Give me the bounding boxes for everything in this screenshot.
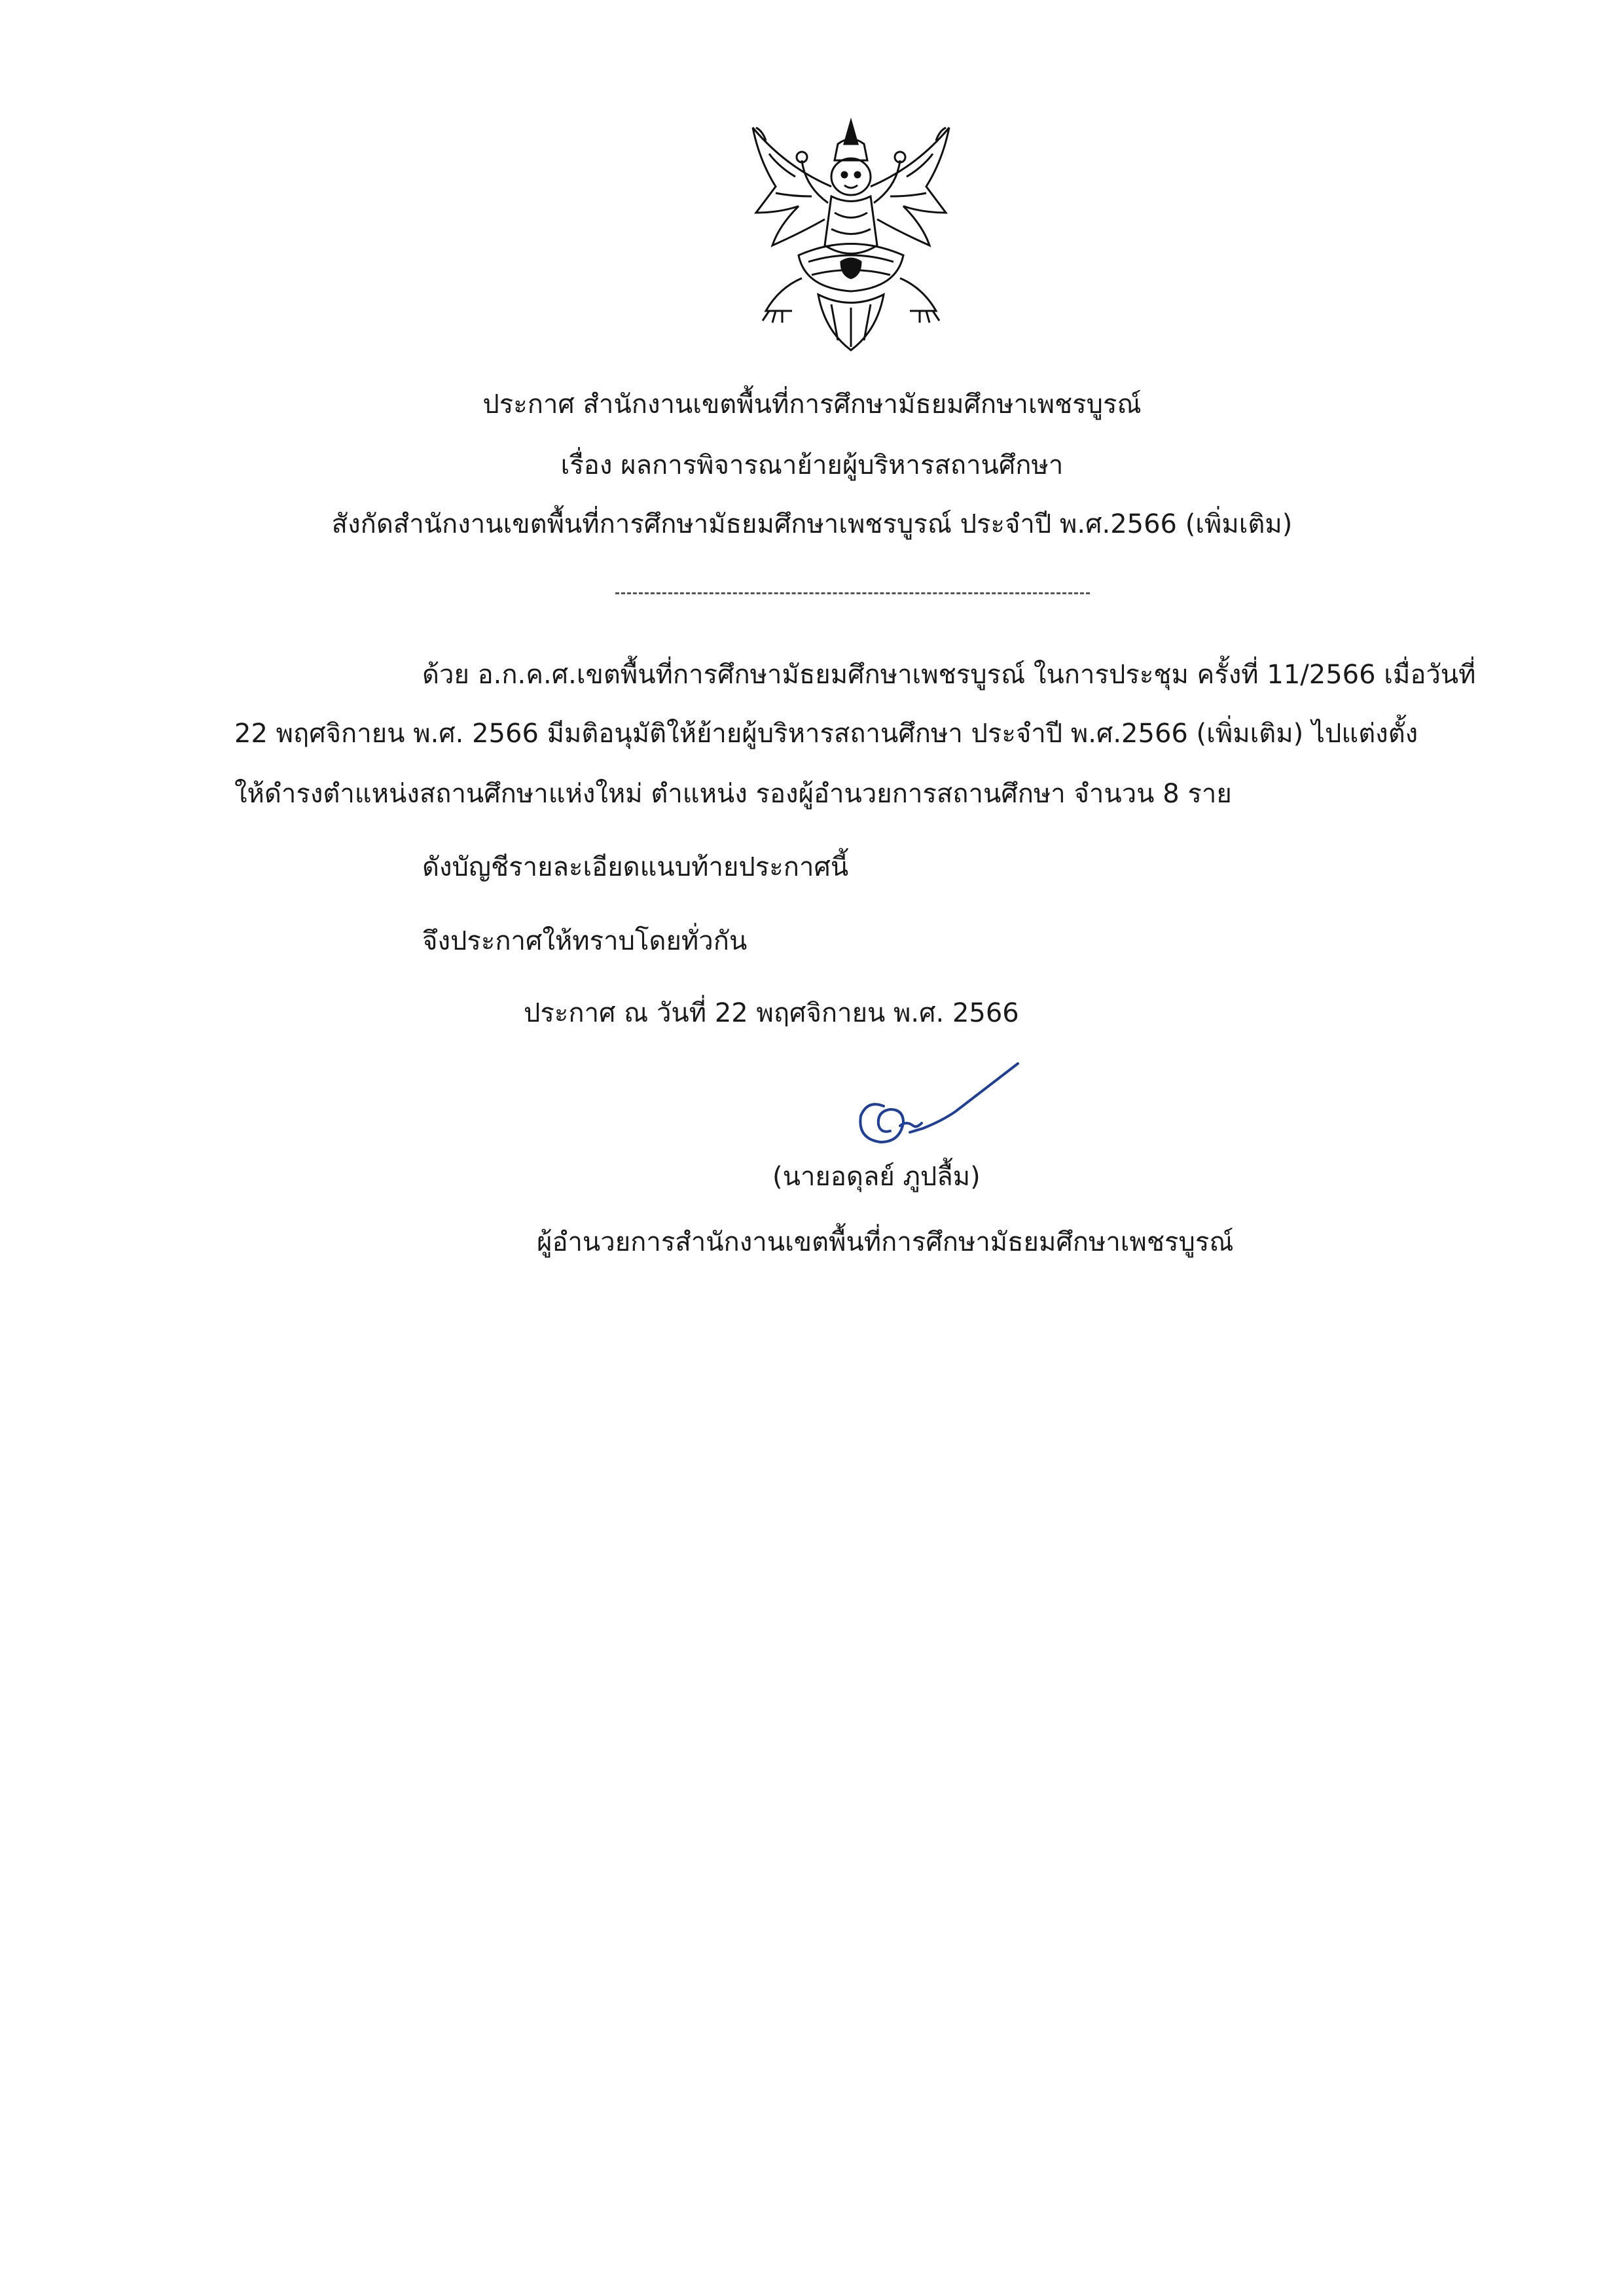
- closing-statement: จึงประกาศให้ทราบโดยทั่วกัน: [422, 926, 748, 956]
- announcement-heading: ประกาศ สำนักงานเขตพื้นที่การศึกษามัธยมศึกษาเพชรบูรณ์: [482, 389, 1142, 420]
- signer-title: ผู้อำนวยการสำนักงานเขตพื้นที่การศึกษามัธยมศึกษาเพชรบูรณ์: [537, 1227, 1234, 1257]
- announcement-subject: เรื่อง ผลการพิจารณาย้ายผู้บริหารสถานศึกษา: [560, 450, 1064, 480]
- announcement-scope: สังกัดสำนักงานเขตพื้นที่การศึกษามัธยมศึกษาเพชรบูรณ์ ประจำปี พ.ศ.2566 (เพิ่มเติม): [331, 509, 1293, 539]
- announcement-date: ประกาศ ณ วันที่ 22 พฤศจิกายน พ.ศ. 2566: [524, 998, 1019, 1028]
- signer-name: (นายอดุลย์ ภูปลื้ม): [772, 1162, 981, 1192]
- dashed-divider: [615, 592, 1090, 594]
- body-paragraph-line-1: ด้วย อ.ก.ค.ศ.เขตพื้นที่การศึกษามัธยมศึกษาเพชรบูรณ์ ในการประชุม ครั้งที่ 11/2566 เมื่อวันที่: [422, 660, 1476, 690]
- attachment-note: ดังบัญชีรายละเอียดแนบท้ายประกาศนี้: [422, 852, 849, 882]
- body-paragraph-line-2: 22 พฤศจิกายน พ.ศ. 2566 มีมติอนุมัติให้ย้ายผู้บริหารสถานศึกษา ประจำปี พ.ศ.2566 (เพิ่มเติม) ไปแต่งตั้ง: [234, 719, 1418, 749]
- body-paragraph-line-3: ให้ดำรงตำแหน่งสถานศึกษาแห่งใหม่ ตำแหน่ง รองผู้อำนวยการสถานศึกษา จำนวน 8 ราย: [234, 779, 1232, 809]
- handwritten-signature-icon: [844, 1060, 1028, 1158]
- garuda-emblem-icon: [740, 115, 962, 357]
